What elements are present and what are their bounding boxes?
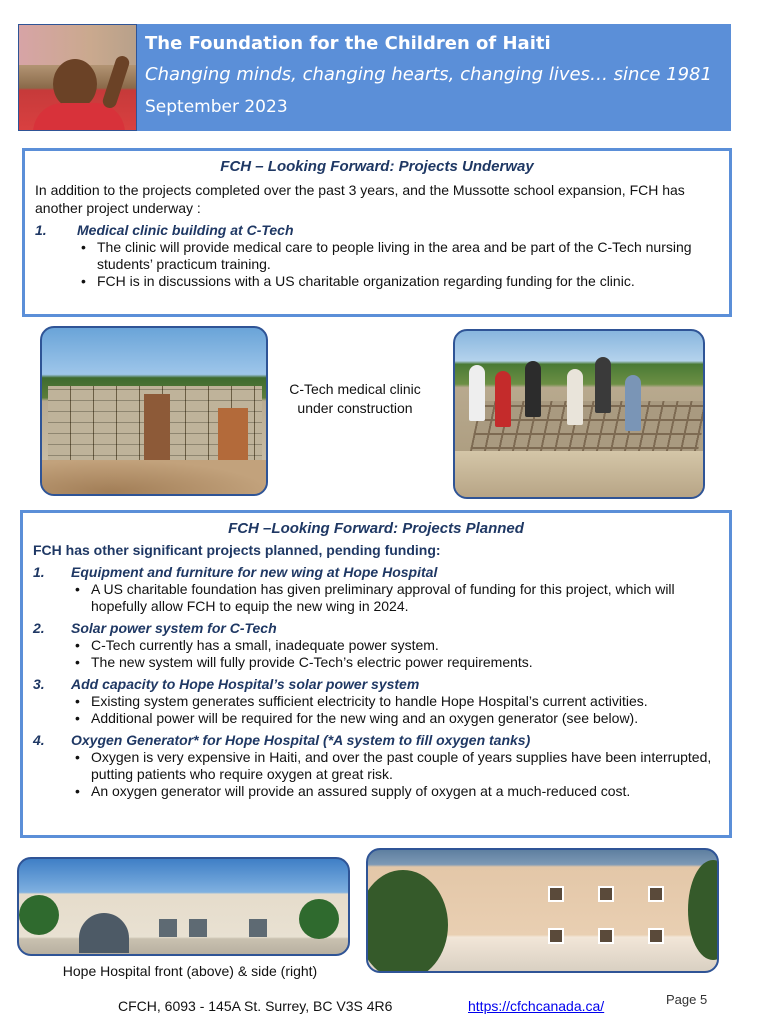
- project-item: [33, 619, 719, 671]
- ctech-photo-caption: C-Tech medical clinic under construction: [289, 381, 421, 416]
- ctech-clinic-slab-photo: [453, 329, 705, 499]
- projects-underway-section: [22, 148, 732, 317]
- header-banner: [137, 24, 731, 131]
- project-bullet: • The clinic will provide medical care to people living in the area and be part of the C-Tech nursing students’ practicum training.: [79, 239, 719, 273]
- ctech-clinic-walls-photo: [40, 326, 268, 496]
- page-number: Page 5: [666, 992, 708, 1007]
- project-number: 1.: [35, 222, 47, 238]
- project-title: Oxygen Generator* for Hope Hospital (*A system to fill oxygen tanks): [71, 732, 531, 748]
- project-number: 4.: [33, 732, 45, 748]
- project-number: 2.: [33, 620, 45, 636]
- footer-address: CFCH, 6093 - 145A St. Surrey, BC V3S 4R6: [118, 998, 393, 1014]
- header-child-photo: [18, 24, 137, 131]
- project-bullet: • Oxygen is very expensive in Haiti, and over the past couple of years supplies have been interrupted, putting patients who require oxygen at great risk.: [73, 749, 719, 783]
- project-item: [33, 731, 719, 800]
- section-title: FCH –Looking Forward: Projects Planned: [228, 520, 524, 537]
- website-link[interactable]: https://cfchcanada.ca/: [468, 998, 605, 1014]
- project-item: [33, 563, 719, 615]
- page-footer: [0, 992, 768, 1016]
- org-name: The Foundation for the Children of Haiti: [145, 33, 551, 54]
- project-number: 3.: [33, 676, 45, 692]
- section-title: FCH – Looking Forward: Projects Underway: [220, 158, 534, 175]
- hope-photo-caption: Hope Hospital front (above) & side (right): [62, 963, 318, 979]
- hope-hospital-side-photo: [366, 848, 719, 973]
- project-item: [33, 675, 719, 727]
- project-title: Equipment and furniture for new wing at Hope Hospital: [71, 564, 438, 580]
- projects-planned-section: [20, 510, 732, 838]
- project-bullet: • Additional power will be required for the new wing and an oxygen generator (see below).: [73, 710, 719, 727]
- project-item: [35, 221, 719, 290]
- hope-hospital-front-photo: [17, 857, 350, 956]
- project-bullet: • An oxygen generator will provide an assured supply of oxygen at a much-reduced cost.: [73, 783, 719, 800]
- project-title: Medical clinic building at C-Tech: [77, 222, 294, 238]
- section-intro: FCH has other significant projects planned, pending funding:: [33, 542, 441, 558]
- section-intro: In addition to the projects completed over the past 3 years, and the Mussotte school expansion, FCH has another project underway :: [35, 182, 685, 216]
- project-bullet: • A US charitable foundation has given preliminary approval of funding for this project, which will hopefully allow FCH to equip the new wing in 2024.: [73, 581, 719, 615]
- project-bullet: • Existing system generates sufficient electricity to handle Hope Hospital’s current activities.: [73, 693, 719, 710]
- tagline: Changing minds, changing hearts, changing lives… since 1981: [145, 64, 712, 85]
- project-bullet: • FCH is in discussions with a US charitable organization regarding funding for the clinic.: [79, 273, 719, 290]
- issue-date: September 2023: [145, 97, 288, 117]
- project-title: Solar power system for C-Tech: [71, 620, 277, 636]
- project-bullet: • The new system will fully provide C-Tech’s electric power requirements.: [73, 654, 719, 671]
- project-title: Add capacity to Hope Hospital’s solar power system: [71, 676, 420, 692]
- project-number: 1.: [33, 564, 45, 580]
- project-bullet: • C-Tech currently has a small, inadequate power system.: [73, 637, 719, 654]
